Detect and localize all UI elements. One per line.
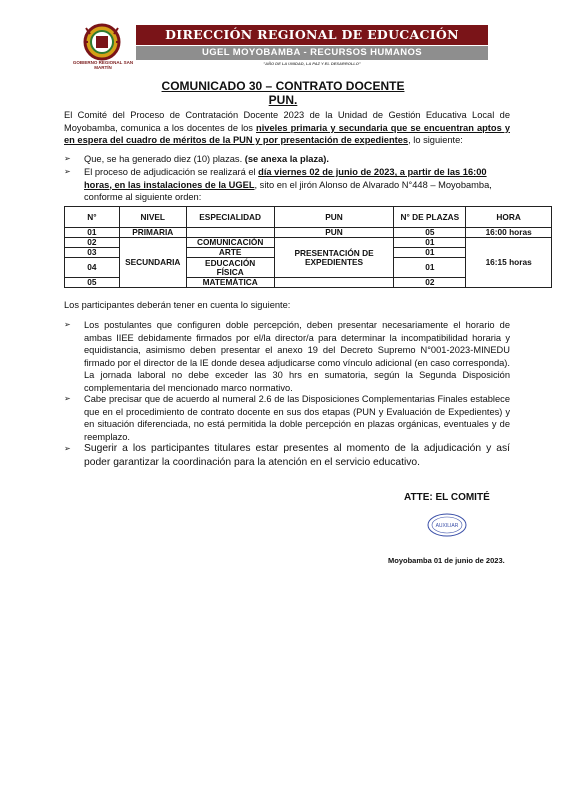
cell-plazas: 05 — [394, 228, 466, 238]
cell-especialidad: EDUCACIÓN FÍSICA — [186, 258, 274, 278]
cell-pun: PUN — [274, 228, 394, 238]
cell-especialidad: COMUNICACIÓN — [186, 238, 274, 248]
arrow-bullet-icon: ➢ — [64, 320, 71, 329]
col-header: ESPECIALIDAD — [186, 207, 274, 228]
cell-especialidad — [186, 228, 274, 238]
cell-plazas: 01 — [394, 238, 466, 248]
bullet-adjudicacion — [64, 166, 510, 204]
bullet2-text-end: , sito en el jirón Alonso de Alvarado N°448 – Moyobamba, conforme al siguiente orden: — [84, 179, 492, 202]
logo-caption: GOBIERNO REGIONAL SAN MARTÍN — [72, 60, 134, 70]
table-header-row — [65, 207, 552, 228]
point-doble-percepcion — [64, 319, 510, 394]
point-disposiciones — [64, 393, 510, 443]
point-sugerencia — [64, 442, 510, 470]
col-header: NIVEL — [119, 207, 186, 228]
cell-especialidad: ARTE — [186, 248, 274, 258]
intro-text: El Comité del Proceso de Contratación Docente 2023 de la Unidad de Gestión Educativa Local de Moyobamba, comunica a los docentes de los — [64, 110, 510, 133]
signature-line: ATTE: EL COMITÉ — [404, 492, 490, 503]
cell-nivel-secundaria: SECUNDARIA — [119, 238, 186, 288]
table-row — [65, 228, 552, 238]
cell-nivel: PRIMARIA — [119, 228, 186, 238]
cell-n: 01 — [65, 228, 120, 238]
cell-n: 05 — [65, 278, 120, 288]
point1-text: Los postulantes que configuren doble percepción, deben presentar necesariamente el horario de ambas IIEE debidamente firmados por el/la director/a para determinar la incompatibilidad horaria y equidistancia, asimismo deben presentar el anexo 19 del Decreto Supremo N°001-2023-MINEDU firmado por el director de la IE donde desea adjudicarse como vínculo adicional (en caso corresponda). La jornada laboral no debe exceder las 30 hrs en sumatoria, según la Segunda Disposición complementaria del mencionado marco normativo. — [84, 320, 510, 393]
bullet2-text: El proceso de adjudicación se realizará el — [84, 167, 259, 177]
intro-paragraph — [64, 109, 510, 147]
plazas-table — [64, 206, 552, 288]
cell-pun — [274, 278, 394, 288]
document-title: COMUNICADO 30 – CONTRATO DOCENTE — [161, 79, 405, 93]
header-subtitle: UGEL MOYOBAMBA - RECURSOS HUMANOS — [136, 46, 488, 60]
cell-plazas: 01 — [394, 258, 466, 278]
intro-bold: niveles primaria y secundaria que se encuentran aptos y en espera del cuadro de méritos de la PUN y por presentación de expedientes — [64, 122, 510, 145]
table-row — [65, 238, 552, 248]
participants-intro: Los participantes deberán tener en cuenta lo siguiente: — [64, 300, 291, 310]
point3-text: Sugerir a los participantes titulares estar presentes al momento de la adjudicación y así poder garantizar la coordinación para la atención en el servicio educativo. — [84, 443, 510, 468]
cell-pun-expedientes: PRESENTACIÓN DE EXPEDIENTES — [274, 238, 394, 278]
arrow-bullet-icon: ➢ — [64, 154, 71, 163]
col-header: PUN — [274, 207, 394, 228]
arrow-bullet-icon: ➢ — [64, 167, 71, 176]
arrow-bullet-icon: ➢ — [64, 444, 71, 453]
cell-n: 03 — [65, 248, 120, 258]
bullet2-bold: día viernes 02 de junio de 2023, a partir de las 16:00 horas, en las instalaciones de la UGEL — [84, 167, 487, 190]
col-header: N° — [65, 207, 120, 228]
document-title-line2: PUN. — [268, 93, 298, 107]
cell-n: 04 — [65, 258, 120, 278]
bullet1-text: Que, se ha generado diez (10) plazas. — [84, 154, 245, 164]
intro-text-end: , lo siguiente: — [408, 135, 463, 145]
header-title: DIRECCIÓN REGIONAL DE EDUCACIÓN — [136, 25, 488, 45]
cell-especialidad: MATEMÁTICA — [186, 278, 274, 288]
cell-plazas: 02 — [394, 278, 466, 288]
document-date: Moyobamba 01 de junio de 2023. — [388, 556, 505, 565]
point2-text: Cabe precisar que de acuerdo al numeral 2.6 de las Disposiciones Complementarias Finales establece que en el procedimiento de contrato docente en sus dos etapas (PUN y Evaluación de Expedientes) y en situación diferenciada, no está permitida la doble percepción en plazas orgánicas, eventuales y de reemplazo. — [84, 394, 510, 442]
header-slogan: "AÑO DE LA UNIDAD, LA PAZ Y EL DESARROLLO" — [263, 61, 361, 66]
stamp-text: AUXILIAR — [435, 523, 459, 529]
committee-stamp-icon — [426, 512, 468, 538]
cell-hora: 16:00 horas — [466, 228, 552, 238]
bullet1-bold: (se anexa la plaza). — [244, 154, 329, 164]
col-header: N° DE PLAZAS — [394, 207, 466, 228]
bullet-plazas — [64, 153, 510, 166]
cell-plazas: 01 — [394, 248, 466, 258]
arrow-bullet-icon: ➢ — [64, 394, 71, 403]
cell-hora-secundaria: 16:15 horas — [466, 238, 552, 288]
col-header: HORA — [466, 207, 552, 228]
cell-n: 02 — [65, 238, 120, 248]
